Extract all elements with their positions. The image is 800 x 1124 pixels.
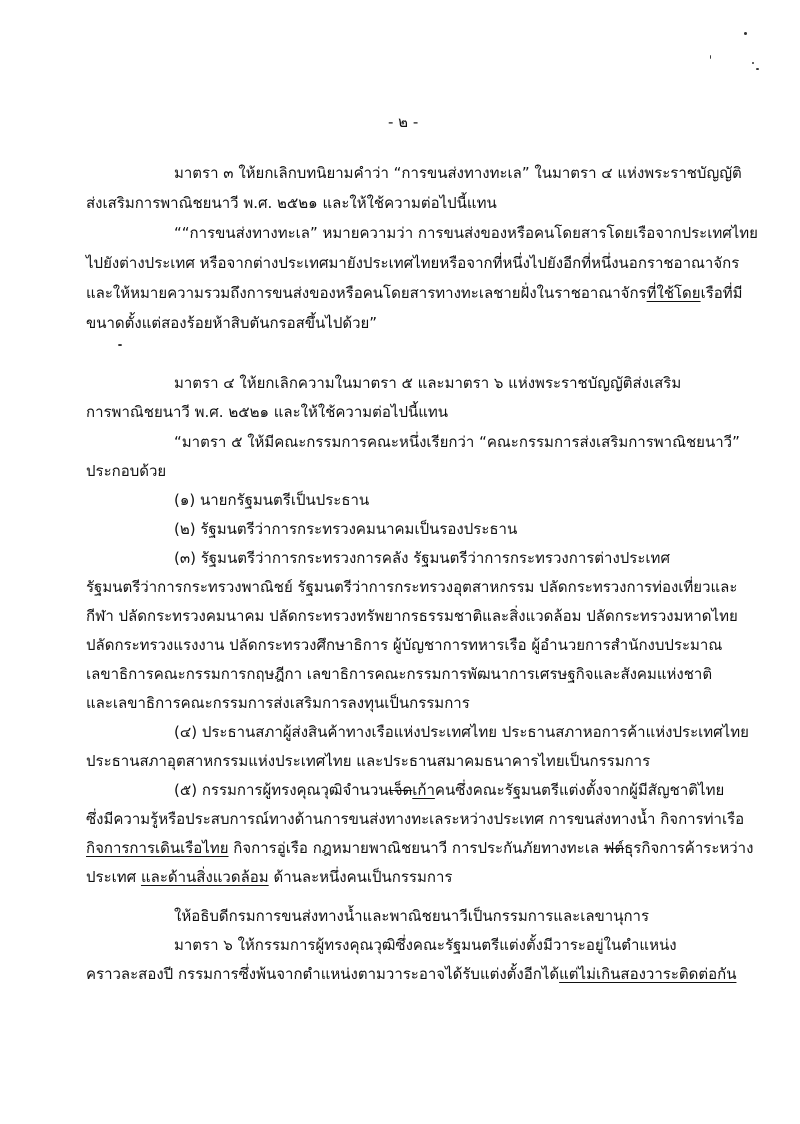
member-item-5-line-3b: กิจการอู่เรือ กฎหมายพาณิชยนาวี การประกันภัยทางทะเล xyxy=(228,839,604,857)
underlined-phrase-3: แต่ไม่เกินสองวาระติดต่อกัน xyxy=(559,965,737,983)
secretary-line: ให้อธิบดีกรมการขนส่งทางน้ำและพาณิชยนาวีเป็นกรรมการและเลขานุการ xyxy=(174,907,650,925)
page-number: - ๒ - xyxy=(388,113,419,131)
member-item-5-line-1a: (๕) กรรมการผู้ทรงคุณวุฒิจำนวน xyxy=(174,781,389,799)
member-item-3-line-5: เลขาธิการคณะกรรมการกฤษฎีกา เลขาธิการคณะกรรมการพัฒนาการเศรษฐกิจและสังคมแห่งชาติ xyxy=(86,665,713,683)
member-item-5-line-4a: ประเทศ xyxy=(86,868,141,886)
section-6-line-2 xyxy=(86,964,736,984)
member-item-2: (๒) รัฐมนตรีว่าการกระทรวงคมนาคมเป็นรองประธาน xyxy=(174,520,518,538)
section-3-line-4: ไปยังต่างประเทศ หรือจากต่างประเทศมายังประเทศไทยหรือจากที่หนึ่งไปยังอีกที่หนึ่งนอกราชอาณาจักร xyxy=(86,254,740,272)
member-item-5-line-2: ซึ่งมีความรู้หรือประสบการณ์ทางด้านการขนส่งทางทะเลระหว่างประเทศ การขนส่งทางน้ำ กิจการท่าเรือ xyxy=(86,810,745,828)
section-5-consists-of: ประกอบด้วย xyxy=(86,462,167,480)
member-item-5-line-1 xyxy=(174,780,724,800)
section-6-line-1: มาตรา ๖ ให้กรรมการผู้ทรงคุณวุฒิซึ่งคณะรัฐมนตรีแต่งตั้งมีวาระอยู่ในตำแหน่ง xyxy=(174,936,677,954)
handwritten-insertion: ที่ใช้โดย xyxy=(646,284,701,302)
underlined-phrase-2: และด้านสิ่งแวดล้อม xyxy=(140,868,269,886)
member-item-3-line-6: และเลขาธิการคณะกรรมการส่งเสริมการลงทุนเป็นกรรมการ xyxy=(86,694,470,712)
section-4-line-2: การพาณิชยนาวี พ.ศ. ๒๕๒๑ และให้ใช้ความต่อไปนี้แทน xyxy=(86,403,449,421)
member-item-5-line-3 xyxy=(86,838,753,858)
struck-word: เจ็ด xyxy=(388,781,413,799)
member-item-3-line-2: รัฐมนตรีว่าการกระทรวงพาณิชย์ รัฐมนตรีว่าการกระทรวงอุตสาหกรรม ปลัดกระทรวงการท่องเที่ยวและ xyxy=(86,578,738,596)
section-3-line-3: ““การขนส่งทางทะเล” หมายความว่า การขนส่งของหรือคนโดยสารโดยเรือจากประเทศไทย xyxy=(174,224,758,242)
member-item-3-line-3: กีฬา ปลัดกระทรวงคมนาคม ปลัดกระทรวงทรัพยากรธรรมชาติและสิ่งแวดล้อม ปลัดกระทรวงมหาดไทย xyxy=(86,607,738,625)
section-3-line-5 xyxy=(86,283,743,303)
struck-fragment: ฟต์ xyxy=(603,839,625,857)
member-item-5-line-4c: ด้านละหนึ่งคนเป็นกรรมการ xyxy=(268,868,453,886)
section-3-line-5c: เรือที่มี xyxy=(700,284,743,302)
member-item-4-line-2: ประธานสภาอุตสาหกรรมแห่งประเทศไทย และประธานสมาคมธนาคารไทยเป็นกรรมการ xyxy=(86,752,651,770)
member-item-1: (๑) นายกรัฐมนตรีเป็นประธาน xyxy=(174,491,370,509)
inserted-word: เก้า xyxy=(412,781,435,799)
section-3-line-1: มาตรา ๓ ให้ยกเลิกบทนิยามคำว่า “การขนส่งทางทะเล” ในมาตรา ๔ แห่งพระราชบัญญัติ xyxy=(174,164,742,182)
member-item-3-line-4: ปลัดกระทรวงแรงงาน ปลัดกระทรวงศึกษาธิการ ผู้บัญชาการทหารเรือ ผู้อำนวยการสำนักงบประมาณ xyxy=(86,636,723,654)
section-4-line-1: มาตรา ๔ ให้ยกเลิกความในมาตรา ๕ และมาตรา ๖ แห่งพระราชบัญญัติส่งเสริม xyxy=(174,374,682,392)
member-item-5-line-3d: ธุรกิจการค้าระหว่าง xyxy=(624,839,754,857)
member-item-3-line-1: (๓) รัฐมนตรีว่าการกระทรวงการคลัง รัฐมนตรีว่าการกระทรวงการต่างประเทศ xyxy=(174,549,670,567)
member-item-5-line-1d: คนซึ่งคณะรัฐมนตรีแต่งตั้งจากผู้มีสัญชาติไทย xyxy=(434,781,725,799)
section-3-line-2: ส่งเสริมการพาณิชยนาวี พ.ศ. ๒๕๒๑ และให้ใช้ความต่อไปนี้แทน xyxy=(86,194,497,212)
member-item-4-line-1: (๔) ประธานสภาผู้ส่งสินค้าทางเรือแห่งประเทศไทย ประธานสภาหอการค้าแห่งประเทศไทย xyxy=(174,723,749,741)
section-3-line-6: ขนาดตั้งแต่สองร้อยห้าสิบตันกรอสขึ้นไปด้วย” xyxy=(86,314,378,332)
section-6-line-2a: คราวละสองปี กรรมการซึ่งพ้นจากตำแหน่งตามวาระอาจได้รับแต่งตั้งอีกได้ xyxy=(86,965,560,983)
section-5-heading: “มาตรา ๕ ให้มีคณะกรรมการคณะหนึ่งเรียกว่า “คณะกรรมการส่งเสริมการพาณิชยนาวี” xyxy=(174,433,740,451)
member-item-5-line-4 xyxy=(86,867,452,887)
section-3-line-5a: และให้หมายความรวมถึงการขนส่งของหรือคนโดยสารทางทะเลชายฝั่งในราชอาณาจักร xyxy=(86,284,647,302)
underlined-phrase-1: กิจการการเดินเรือไทย xyxy=(86,839,229,857)
